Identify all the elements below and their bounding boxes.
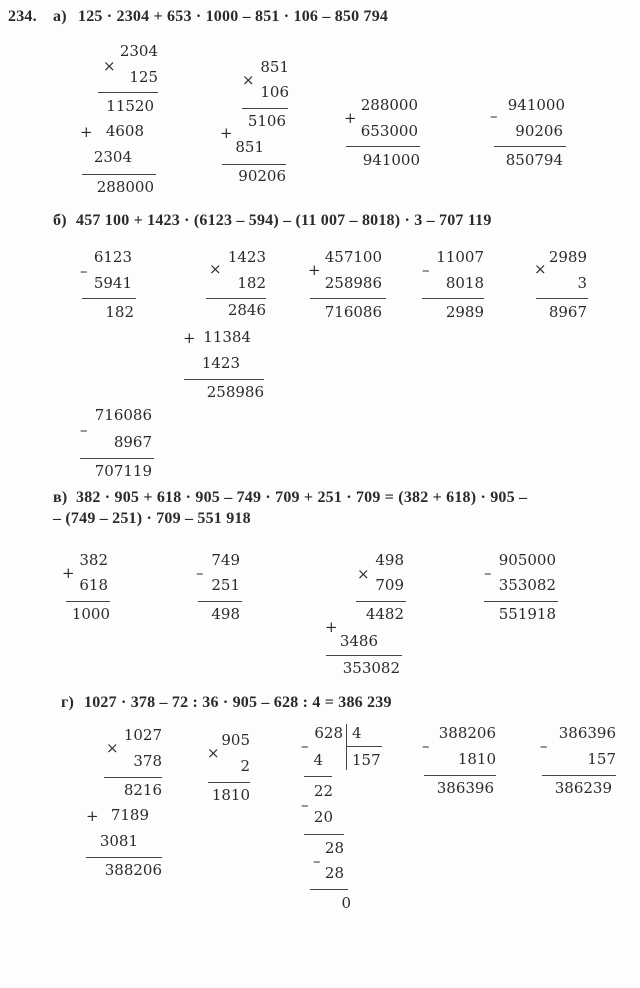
minus-sign: –	[422, 261, 430, 279]
a-add-line	[346, 146, 420, 147]
g-div-s1: 4	[313, 751, 323, 769]
b-sub2-n1: 11007	[436, 248, 484, 266]
b-sub1-n1: 6123	[93, 248, 132, 266]
g-div-s2: 20	[313, 808, 333, 826]
plus-sign: +	[308, 261, 321, 279]
b-mult1-p1: 2846	[227, 301, 266, 319]
v-mult-line1	[356, 601, 406, 602]
v-mult-n1: 498	[375, 551, 404, 569]
b-mult1-p3: 1423	[201, 354, 240, 372]
plus-sign: +	[220, 124, 233, 142]
b-sub3-n2: 8967	[113, 433, 152, 451]
minus-sign: –	[484, 564, 492, 582]
times-sign: ×	[357, 565, 370, 583]
minus-sign: –	[313, 852, 321, 870]
a-sub-n2: 90206	[515, 122, 563, 140]
g-div-line2	[304, 834, 344, 835]
a-mult2-n2: 106	[260, 83, 289, 101]
b-sub2-n2: 8018	[445, 274, 484, 292]
g-div-r1: 22	[313, 782, 333, 800]
g-sub1-n1: 388206	[438, 724, 496, 742]
b-sub2-line	[422, 298, 484, 299]
v-mult-p2: 3486	[339, 632, 378, 650]
v-mult-line2	[326, 655, 402, 656]
b-mult1-p2: 11384	[203, 328, 251, 346]
a-mult1-n1: 2304	[119, 42, 158, 60]
g-div-line1	[304, 776, 332, 777]
a-mult1-p1: 11520	[106, 97, 154, 115]
a-mult2-line1	[242, 108, 288, 109]
v-add-line	[66, 601, 110, 602]
g-div-bar	[346, 724, 347, 770]
g-div-r2: 28	[324, 839, 344, 857]
v-mult-p1: 4482	[365, 605, 404, 623]
a-mult2-result: 90206	[238, 167, 286, 185]
v-sub1-n1: 749	[211, 551, 240, 569]
v-mult-n2: 709	[375, 576, 404, 594]
b-sub1-result: 182	[105, 303, 134, 321]
a-mult2-n1: 851	[260, 58, 289, 76]
b-sub1-line	[82, 298, 136, 299]
g-sub2-n2: 157	[587, 750, 616, 768]
g-div-s3: 28	[324, 864, 344, 882]
problem-number: 234.	[8, 8, 37, 25]
v-sub2-line	[484, 601, 558, 602]
minus-sign: –	[301, 796, 309, 814]
g-div-quotient: 157	[352, 751, 381, 769]
b-add-n2: 258986	[324, 274, 382, 292]
b-mult2-line	[536, 298, 588, 299]
g-mult1-p3: 3081	[99, 832, 138, 850]
g-sub1-line	[424, 775, 496, 776]
b-mult2-n2: 3	[577, 274, 587, 292]
minus-sign: –	[80, 262, 88, 280]
a-add-n1: 288000	[360, 96, 418, 114]
a-sub-result: 850794	[505, 151, 563, 169]
v-sub1-line	[198, 601, 242, 602]
g-mult1-n1: 1027	[123, 726, 162, 744]
minus-sign: –	[196, 564, 204, 582]
a-mult1-line1	[98, 92, 158, 93]
b-add-n1: 457100	[324, 248, 382, 266]
b-mult1-line2	[184, 379, 264, 380]
b-sub3-result: 707119	[94, 462, 152, 480]
a-sub-n1: 941000	[507, 96, 565, 114]
b-sub2-result: 2989	[445, 303, 484, 321]
a-add-result: 941000	[362, 151, 420, 169]
v-sub2-n2: 353082	[498, 576, 556, 594]
minus-sign: –	[422, 737, 430, 755]
plus-sign: +	[86, 807, 99, 825]
a-mult1-result: 288000	[96, 178, 154, 196]
a-mult1-p3: 2304	[93, 148, 132, 166]
v-mult-result: 353082	[342, 659, 400, 677]
v-add-n2: 618	[79, 576, 108, 594]
plus-sign: +	[325, 618, 338, 636]
g-mult1-p1: 8216	[123, 781, 162, 799]
v-sub2-result: 551918	[498, 605, 556, 623]
b-mult1-result: 258986	[206, 383, 264, 401]
a-mult2-line2	[222, 164, 286, 165]
part-v-expression-line2: – (749 – 251) · 709 – 551 918	[53, 510, 251, 527]
a-mult1-line2	[82, 174, 156, 175]
b-sub3-n1: 716086	[94, 406, 152, 424]
minus-sign: –	[301, 737, 309, 755]
g-div-quotient-line	[346, 746, 382, 747]
g-mult1-n2: 378	[133, 752, 162, 770]
times-sign: ×	[534, 260, 547, 278]
b-mult1-line1	[206, 298, 266, 299]
g-mult1-p2: 7189	[110, 806, 149, 824]
v-sub2-n1: 905000	[498, 551, 556, 569]
g-mult2-line	[208, 782, 250, 783]
times-sign: ×	[106, 739, 119, 757]
g-div-divisor: 4	[352, 724, 362, 742]
plus-sign: +	[80, 123, 93, 141]
g-sub1-result: 386396	[436, 779, 494, 797]
g-mult1-line2	[86, 857, 162, 858]
part-g-label: г)	[61, 694, 74, 711]
g-mult1-line1	[104, 777, 162, 778]
a-add-n2: 653000	[360, 122, 418, 140]
b-add-result: 716086	[324, 303, 382, 321]
times-sign: ×	[209, 260, 222, 278]
g-mult1-result: 388206	[104, 861, 162, 879]
g-mult2-n1: 905	[221, 731, 250, 749]
g-sub2-n1: 386396	[558, 724, 616, 742]
b-mult1-n1: 1423	[227, 248, 266, 266]
plus-sign: +	[183, 329, 196, 347]
g-mult2-n2: 2	[240, 757, 250, 775]
g-sub1-n2: 1810	[457, 750, 496, 768]
b-mult1-n2: 182	[237, 274, 266, 292]
times-sign: ×	[207, 744, 220, 762]
minus-sign: –	[80, 421, 88, 439]
part-v-expression-line1: 382 · 905 + 618 · 905 – 749 · 709 + 251 · 709 = (382 + 618) · 905 –	[76, 489, 528, 506]
g-mult2-result: 1810	[211, 786, 250, 804]
a-sub-line	[494, 146, 566, 147]
a-mult1-p2: 4608	[105, 122, 144, 140]
minus-sign: –	[540, 737, 548, 755]
b-add-line	[310, 298, 386, 299]
part-b-label: б)	[53, 212, 67, 229]
plus-sign: +	[62, 564, 75, 582]
v-add-n1: 382	[79, 551, 108, 569]
g-div-line3	[310, 889, 348, 890]
g-sub2-line	[542, 775, 616, 776]
part-g-expression: 1027 · 378 – 72 : 36 · 905 – 628 : 4 = 386 239	[84, 694, 392, 711]
b-sub1-n2: 5941	[93, 274, 132, 292]
b-mult2-result: 8967	[548, 303, 587, 321]
b-sub3-line	[80, 458, 154, 459]
a-mult2-p2: 851	[235, 138, 264, 156]
times-sign: ×	[242, 71, 255, 89]
v-sub1-n2: 251	[211, 576, 240, 594]
plus-sign: +	[344, 109, 357, 127]
a-mult1-n2: 125	[129, 68, 158, 86]
part-a-expression: 125 · 2304 + 653 · 1000 – 851 · 106 – 850 794	[78, 8, 389, 25]
part-b-expression: 457 100 + 1423 · (6123 – 594) – (11 007 – 8018) · 3 – 707 119	[76, 212, 492, 229]
part-a-label: а)	[53, 8, 67, 25]
b-mult2-n1: 2989	[548, 248, 587, 266]
a-mult2-p1: 5106	[247, 112, 286, 130]
part-v-label: в)	[53, 489, 68, 506]
g-div-dividend: 628	[314, 724, 343, 742]
v-sub1-result: 498	[211, 605, 240, 623]
v-add-result: 1000	[71, 605, 110, 623]
g-sub2-result: 386239	[554, 779, 612, 797]
g-div-remainder: 0	[341, 894, 351, 912]
minus-sign: –	[490, 107, 498, 125]
times-sign: ×	[103, 57, 116, 75]
